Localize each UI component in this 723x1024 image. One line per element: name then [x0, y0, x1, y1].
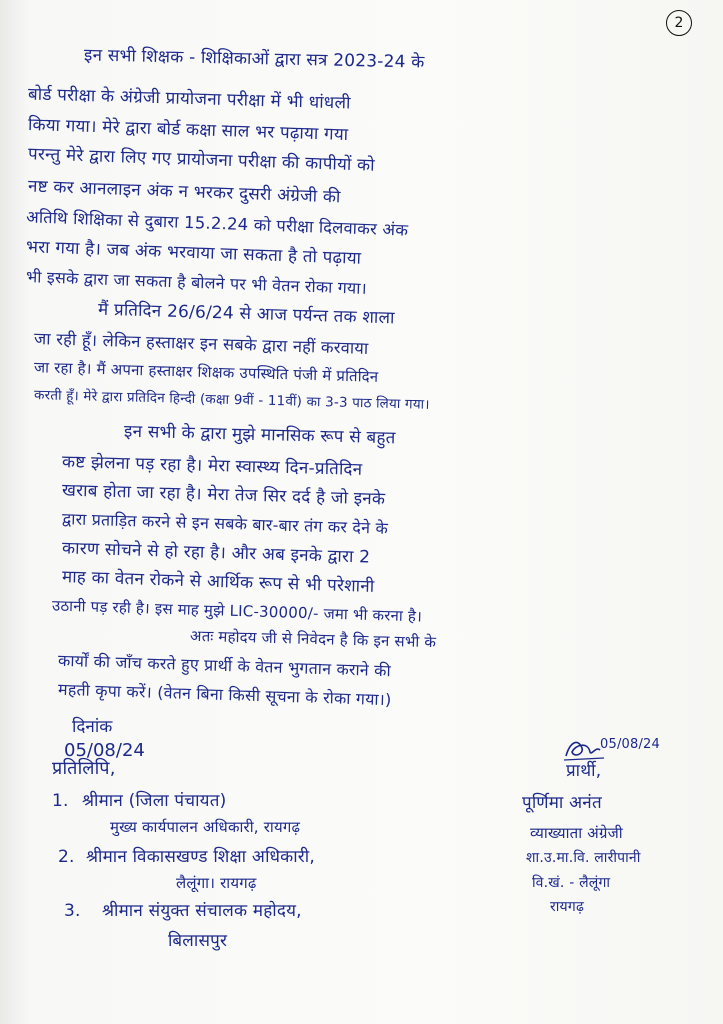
- body-line: किया गया। मेरे द्वारा बोर्ड कक्षा साल भर पढ़ाया गया: [27, 114, 349, 146]
- copy-recipient-detail: मुख्य कार्यपालन अधिकारी, रायगढ़: [110, 818, 301, 836]
- copy-recipient: श्रीमान विकासखण्ड शिक्षा अधिकारी,: [86, 847, 315, 867]
- copy-number: 3.: [64, 901, 81, 921]
- body-line: मैं प्रतिदिन 26/6/24 से आज पर्यन्त तक शाला: [97, 299, 395, 329]
- copy-recipient: श्रीमान (जिला पंचायत): [82, 791, 227, 811]
- body-line: कष्ट झेलना पड़ रहा है। मेरा स्वास्थ्य दिन-प्रतिदिन: [61, 452, 363, 480]
- body-line: द्वारा प्रताड़ित करने से इन सबके बार-बार तंग कर देने के: [61, 509, 389, 538]
- body-line: अतिथि शिक्षिका से दुबारा 15.2.24 को परीक्षा दिलवाकर अंक: [25, 207, 409, 240]
- body-line: इन सभी के द्वारा मुझे मानसिक रूप से बहुत: [123, 421, 396, 449]
- body-line: उठानी पड़ रही है। इस माह मुझे LIC-30000/- जमा भी करना है।: [51, 596, 423, 626]
- copy-number: 1.: [52, 791, 69, 811]
- body-line: नष्ट कर आनलाइन अंक न भरकर दुसरी अंग्रेजी की: [27, 176, 341, 208]
- body-line: भरा गया है। जब अंक भरवाया जा सकता है तो पढ़ाया: [25, 237, 362, 269]
- applicant-name: पूर्णिमा अनंत: [522, 793, 602, 813]
- copy-recipient-detail: बिलासपुर: [168, 931, 228, 951]
- body-line: भी इसके द्वारा जा सकता है बोलने पर भी वेतन रोका गया।: [25, 267, 368, 298]
- applicant-line: व्याख्याता अंग्रेजी: [530, 824, 623, 842]
- body-line: कारण सोचने से हो रहा है। और अब इनके द्वारा 2: [61, 538, 371, 568]
- body-line: अतः महोदय जी से निवेदन है कि इन सभी के: [189, 626, 437, 652]
- date-value: 05/08/24: [64, 740, 145, 761]
- body-line: जा रही हूँ। लेकिन हस्ताक्षर इन सबके द्वारा नहीं करवाया: [33, 329, 369, 358]
- date-label: दिनांक: [72, 717, 113, 737]
- body-line: महती कृपा करें। (वेतन बिना किसी सूचना के रोका गया।): [57, 679, 392, 710]
- page-number: 2: [666, 10, 692, 36]
- body-line: खराब होता जा रहा है। मेरा तेज सिर दर्द है जो इनके: [61, 480, 386, 510]
- copy-recipient: श्रीमान संयुक्त संचालक महोदय,: [102, 901, 302, 921]
- body-line: करती हूँ। मेरे द्वारा प्रतिदिन हिन्दी (कक्षा 9वीं - 11वीं) का 3-3 पाठ लिया गया।: [33, 387, 430, 413]
- applicant-label: प्रार्थी,: [566, 761, 602, 781]
- body-line: माह का वेतन रोकने से आर्थिक रूप से भी परेशानी: [61, 567, 375, 597]
- body-line: जा रहा है। मैं अपना हस्ताक्षर शिक्षक उपस्थिति पंजी में प्रतिदिन: [33, 358, 379, 386]
- copy-label: प्रतिलिपि,: [52, 758, 116, 779]
- body-line: इन सभी शिक्षक - शिक्षिकाओं द्वारा सत्र 2023-24 के: [83, 45, 425, 73]
- applicant-line: रायगढ़: [550, 899, 585, 915]
- copy-number: 2.: [58, 847, 75, 867]
- signature-date: 05/08/24: [600, 737, 660, 752]
- applicant-line: वि.खं. - लैलूंगा: [532, 875, 611, 891]
- body-line: परन्तु मेरे द्वारा लिए गए प्रायोजना परीक्षा की कापीयों को: [27, 144, 376, 176]
- body-line: कार्यों की जाँच करते हुए प्रार्थी के वेतन भुगतान कराने की: [57, 650, 392, 681]
- body-line: बोर्ड परीक्षा के अंग्रेजी प्रायोजना परीक्षा में भी धांधली: [27, 84, 351, 114]
- applicant-line: शा.उ.मा.वि. लारीपानी: [526, 850, 641, 866]
- copy-recipient-detail: लैलूंगा। रायगढ़: [176, 874, 257, 892]
